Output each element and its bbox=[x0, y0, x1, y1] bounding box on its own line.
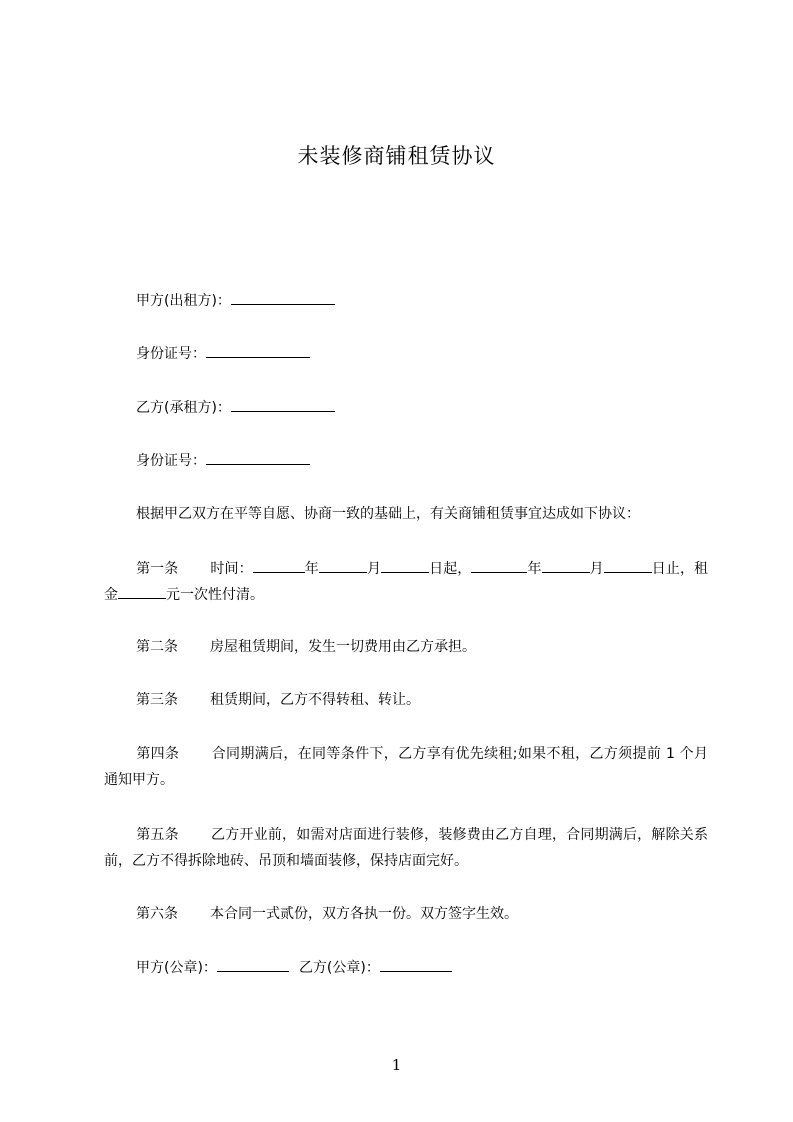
article-5-heading: 第五条 bbox=[136, 827, 179, 843]
document-title: 未装修商铺租赁协议 bbox=[297, 144, 496, 168]
end-month-label: 月 bbox=[589, 561, 604, 577]
party-a-seal-label: 甲方(公章)： bbox=[136, 960, 217, 976]
party-b-line bbox=[136, 397, 335, 419]
article-1 bbox=[104, 556, 708, 608]
article-6-text: 本合同一式贰份，双方各执一份。双方签字生效。 bbox=[210, 906, 518, 922]
article-3 bbox=[136, 689, 420, 711]
start-month-blank bbox=[319, 558, 367, 573]
end-year-label: 年 bbox=[527, 561, 542, 577]
party-a-id-line bbox=[136, 343, 310, 365]
start-month-label: 月 bbox=[366, 561, 382, 577]
start-year-label: 年 bbox=[304, 561, 319, 577]
end-day-blank bbox=[604, 558, 652, 573]
start-day-label: 日起， bbox=[429, 561, 472, 577]
article-2 bbox=[136, 636, 476, 658]
article-5 bbox=[104, 822, 708, 874]
party-a-id-label: 身份证号： bbox=[136, 346, 206, 362]
article-1-rest: 元一次性付清。 bbox=[166, 587, 264, 603]
article-4-text: 合同期满后，在同等条件下，乙方享有优先续租;如果不租，乙方须提前 1 个月通知甲方。 bbox=[104, 746, 709, 788]
party-b-label: 乙方(承租方)： bbox=[136, 400, 231, 416]
article-4-heading: 第四条 bbox=[136, 746, 180, 762]
article-2-heading: 第二条 bbox=[136, 639, 178, 655]
article-3-text: 租赁期间，乙方不得转租、转让。 bbox=[210, 692, 420, 708]
page-number: 1 bbox=[391, 1056, 402, 1074]
start-year-blank bbox=[253, 558, 305, 573]
end-month-blank bbox=[542, 558, 590, 573]
signature-line bbox=[136, 957, 452, 979]
party-b-id-label: 身份证号： bbox=[136, 453, 206, 469]
rent-amount-blank bbox=[118, 584, 166, 599]
party-b-id-line bbox=[136, 450, 310, 472]
article-6-heading: 第六条 bbox=[136, 906, 178, 922]
party-a-line bbox=[136, 290, 335, 312]
party-b-blank bbox=[231, 397, 335, 412]
party-a-id-blank bbox=[206, 343, 310, 358]
article-2-text: 房屋租赁期间，发生一切费用由乙方承担。 bbox=[210, 639, 476, 655]
party-a-blank bbox=[231, 290, 335, 305]
end-day-label: 日止，租金 bbox=[104, 561, 709, 603]
article-1-heading: 第一条 bbox=[136, 561, 179, 577]
article-1-time-label: 时间： bbox=[210, 561, 253, 577]
party-a-seal-blank bbox=[217, 957, 289, 972]
party-b-seal-label: 乙方(公章)： bbox=[298, 960, 380, 976]
party-a-label: 甲方(出租方)： bbox=[136, 293, 231, 309]
article-5-text: 乙方开业前，如需对店面进行装修，装修费由乙方自理，合同期满后，解除关系前，乙方不得拆除地砖、吊顶和墙面装修，保持店面完好。 bbox=[104, 827, 709, 869]
article-3-heading: 第三条 bbox=[136, 692, 178, 708]
article-4 bbox=[104, 741, 708, 793]
article-6 bbox=[136, 903, 518, 925]
end-year-blank bbox=[471, 558, 527, 573]
intro-paragraph: 根据甲乙双方在平等自愿、协商一致的基础上，有关商铺租赁事宜达成如下协议： bbox=[136, 506, 640, 522]
party-b-seal-blank bbox=[380, 957, 452, 972]
party-b-id-blank bbox=[206, 450, 310, 465]
start-day-blank bbox=[381, 558, 429, 573]
